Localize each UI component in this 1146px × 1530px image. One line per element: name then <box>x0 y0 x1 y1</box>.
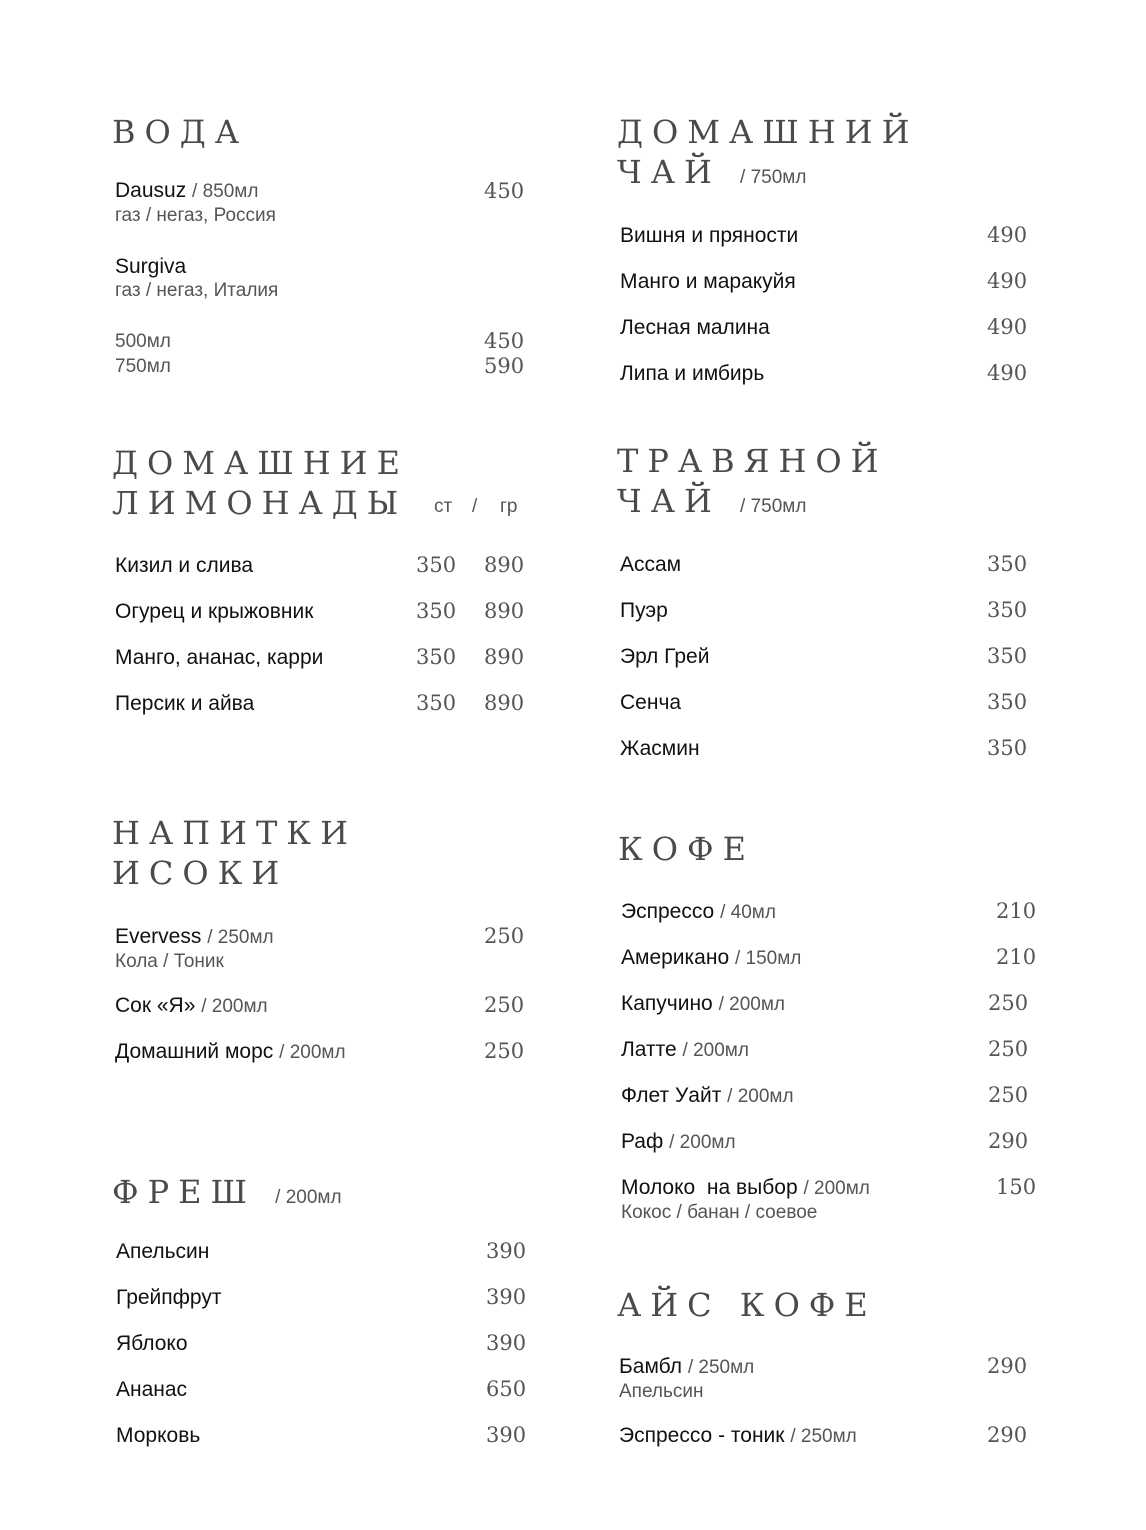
item-volume: / 250мл <box>207 927 274 948</box>
item-price: 350 <box>987 736 1028 760</box>
item-name: Американо <box>621 946 730 969</box>
item-description: газ / негаз, Россия <box>115 205 276 226</box>
item-price: 490 <box>987 269 1028 293</box>
item-name: Эспрессо - тоник <box>619 1424 785 1447</box>
item-price: 290 <box>988 1129 1029 1153</box>
section-title-fresh: ФРЕШ / 200мл <box>112 1173 342 1211</box>
item-price: 250 <box>988 1083 1029 1107</box>
item-price: 350 <box>987 598 1028 622</box>
item-description: Апельсин <box>619 1381 704 1402</box>
section-title-drinks: НАПИТКИ ИСОКИ <box>112 814 357 892</box>
size-label: 500мл <box>115 331 171 352</box>
item-volume: / 40мл <box>720 902 776 923</box>
item-price: 450 <box>484 179 525 203</box>
menu-item <box>619 1354 754 1403</box>
item-price: 650 <box>486 1377 527 1401</box>
item-name: Апельсин <box>116 1240 210 1263</box>
item-price: 350 <box>987 690 1028 714</box>
item-price: 390 <box>486 1285 527 1309</box>
item-price: 210 <box>996 899 1037 923</box>
item-price-gr: 890 <box>484 645 525 669</box>
item-name: Dausuz <box>115 179 187 202</box>
section-title-voda: ВОДА <box>112 113 248 151</box>
column-header-gr: гр <box>500 496 518 517</box>
item-price: 390 <box>486 1239 527 1263</box>
item-description: газ / негаз, Италия <box>115 280 279 301</box>
menu-item <box>115 254 278 302</box>
item-volume: / 200мл <box>669 1132 736 1153</box>
item-price: 150 <box>996 1175 1037 1199</box>
size-price: 450 <box>484 329 525 353</box>
item-name: Surgiva <box>115 255 187 278</box>
item-price: 290 <box>987 1354 1028 1378</box>
item-name: Эспрессо <box>621 900 715 923</box>
item-description: Кола / Тоник <box>115 951 224 972</box>
item-price-gr: 890 <box>484 553 525 577</box>
item-price: 390 <box>486 1331 527 1355</box>
item-name: Морковь <box>116 1424 201 1447</box>
section-volume: / 750мл <box>740 167 807 188</box>
item-price: 250 <box>484 1039 525 1063</box>
item-price-st: 350 <box>416 645 457 669</box>
item-volume: / 200мл <box>803 1178 870 1199</box>
item-price-gr: 890 <box>484 691 525 715</box>
item-price: 250 <box>988 991 1029 1015</box>
item-volume: / 200мл <box>727 1086 794 1107</box>
item-volume: / 150мл <box>734 948 802 969</box>
menu-item <box>115 1039 346 1066</box>
item-price-st: 350 <box>416 599 457 623</box>
menu-item <box>621 1037 749 1064</box>
menu-item <box>115 993 268 1020</box>
item-price-st: 350 <box>416 553 457 577</box>
item-description: Кокос / банан / соевое <box>621 1202 818 1223</box>
item-price: 490 <box>987 361 1028 385</box>
item-name: Огурец и крыжовник <box>115 600 314 623</box>
section-title-ice-coffee: АЙС КОФЕ <box>617 1286 877 1324</box>
item-name: Сенча <box>620 691 682 714</box>
item-price: 350 <box>987 644 1028 668</box>
menu-item <box>621 945 801 972</box>
item-price: 490 <box>987 315 1028 339</box>
item-volume: / 200мл <box>201 996 268 1017</box>
item-name: Бамбл <box>619 1355 682 1378</box>
item-name: Evervess <box>115 925 202 948</box>
item-volume: / 850мл <box>192 181 259 202</box>
item-price: 390 <box>486 1423 527 1447</box>
item-price-st: 350 <box>416 691 457 715</box>
section-title-home-tea: ДОМАШНИЙ ЧАЙ / 750мл <box>617 113 919 191</box>
item-price: 350 <box>987 552 1028 576</box>
item-name: Флет Уайт <box>621 1084 722 1107</box>
item-name: Лесная малина <box>620 316 770 339</box>
section-volume: / 750мл <box>740 496 807 517</box>
menu-item <box>621 1129 736 1156</box>
item-price: 250 <box>484 993 525 1017</box>
item-name: Молоко на выбор <box>621 1176 798 1199</box>
item-volume: / 200мл <box>279 1042 346 1063</box>
item-name: Манго и маракуйя <box>620 270 796 293</box>
item-name: Вишня и пряности <box>620 224 799 247</box>
section-title-coffee: КОФЕ <box>618 830 755 868</box>
item-price: 210 <box>996 945 1037 969</box>
item-name: Раф <box>621 1130 664 1153</box>
item-name: Ананас <box>116 1378 188 1401</box>
item-price-gr: 890 <box>484 599 525 623</box>
item-name: Жасмин <box>620 737 700 760</box>
item-name: Кизил и слива <box>115 554 254 577</box>
size-label: 750мл <box>115 356 171 377</box>
item-name: Манго, ананас, карри <box>115 646 324 669</box>
item-name: Ассам <box>620 553 682 576</box>
menu-item <box>621 899 776 926</box>
menu-item <box>621 1175 870 1224</box>
item-name: Грейпфрут <box>116 1286 222 1309</box>
item-volume: / 200мл <box>682 1040 749 1061</box>
item-name: Латте <box>621 1038 677 1061</box>
section-title-lemonades: ДОМАШНИЕ ЛИМОНАДЫ <box>112 444 409 522</box>
item-price: 490 <box>987 223 1028 247</box>
item-volume: / 200мл <box>718 994 785 1015</box>
item-name: Яблоко <box>116 1332 188 1355</box>
item-name: Сок «Я» <box>115 994 196 1017</box>
section-title-herbal-tea: ТРАВЯНОЙ ЧАЙ / 750мл <box>617 442 888 520</box>
item-name: Пуэр <box>620 599 668 622</box>
item-name: Капучино <box>621 992 713 1015</box>
item-name: Липа и имбирь <box>620 362 765 385</box>
item-price: 250 <box>484 924 525 948</box>
size-price: 590 <box>484 354 525 378</box>
item-price: 290 <box>987 1423 1028 1447</box>
menu-item <box>115 924 274 973</box>
item-volume: / 250мл <box>790 1426 857 1447</box>
menu-item <box>621 1083 794 1110</box>
menu-item <box>621 991 785 1018</box>
item-price: 250 <box>988 1037 1029 1061</box>
item-name: Домашний морс <box>115 1040 274 1063</box>
menu-item <box>619 1423 857 1450</box>
column-header-separator: / <box>472 496 478 517</box>
item-name: Персик и айва <box>115 692 255 715</box>
item-name: Эрл Грей <box>620 645 710 668</box>
item-volume: / 250мл <box>687 1357 755 1378</box>
column-header-st: ст <box>434 496 453 517</box>
section-volume: / 200мл <box>275 1187 342 1208</box>
menu-item <box>115 178 276 227</box>
